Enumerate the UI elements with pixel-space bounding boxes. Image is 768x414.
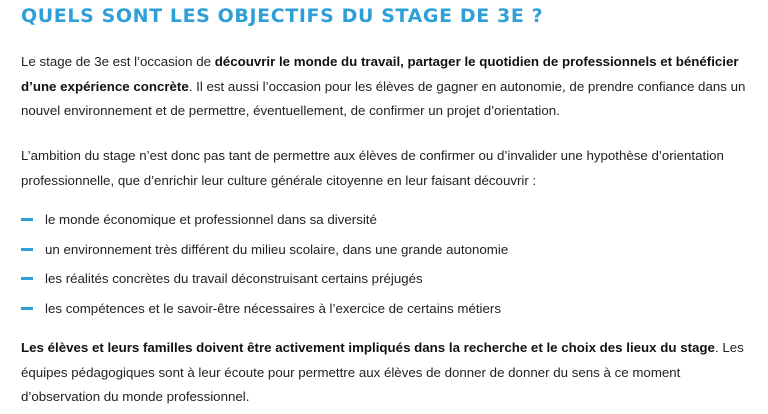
list-item (21, 235, 508, 265)
list-item (21, 264, 508, 294)
list-item (21, 205, 508, 235)
list-item-text: les compétences et le savoir-être nécessaires à l’exercice de certains métiers (45, 300, 501, 316)
objectives-list (21, 205, 508, 323)
intro-rest-text: . Il est aussi l’occasion pour les élèves de gagner en autonomie, de prendre confiance dans un nouvel environnement et de permettre, éventuellement, de confirmer un projet d’orientation. (21, 78, 746, 118)
page-title: QUELS SONT LES OBJECTIFS DU STAGE DE 3E ? (21, 5, 544, 27)
families-bold-text: Les élèves et leurs familles doivent être activement impliqués dans la recherche et le choix des lieux du stage (21, 340, 715, 355)
families-rest-text: . Les équipes pédagogiques sont à leur écoute pour permettre aux élèves de donner de donner du sens à ce moment d’observation du monde professionnel. (21, 340, 744, 404)
dash-bullet-icon (21, 307, 33, 310)
intro-paragraph (21, 50, 751, 124)
intro-bold-text: découvrir le monde du travail, partager le quotidien de professionnels et bénéficier d’une expérience concrète (21, 54, 739, 94)
dash-bullet-icon (21, 248, 33, 251)
ambition-paragraph: L’ambition du stage n’est donc pas tant de permettre aux élèves de confirmer ou d’invalider une hypothèse d’orientation professionnelle, que d’enrichir leur culture générale citoyenne en leur faisant découvrir : (21, 148, 724, 188)
dash-bullet-icon (21, 218, 33, 221)
families-paragraph (21, 336, 751, 410)
list-item-text: le monde économique et professionnel dans sa diversité (45, 212, 377, 227)
intro-text: Le stage de 3e est l’occasion de (21, 54, 215, 69)
list-item (21, 294, 508, 324)
list-item-text: un environnement très différent du milieu scolaire, dans une grande autonomie (45, 241, 509, 257)
dash-bullet-icon (21, 277, 33, 280)
list-item-text: les réalités concrètes du travail déconstruisant certains préjugés (45, 271, 423, 286)
